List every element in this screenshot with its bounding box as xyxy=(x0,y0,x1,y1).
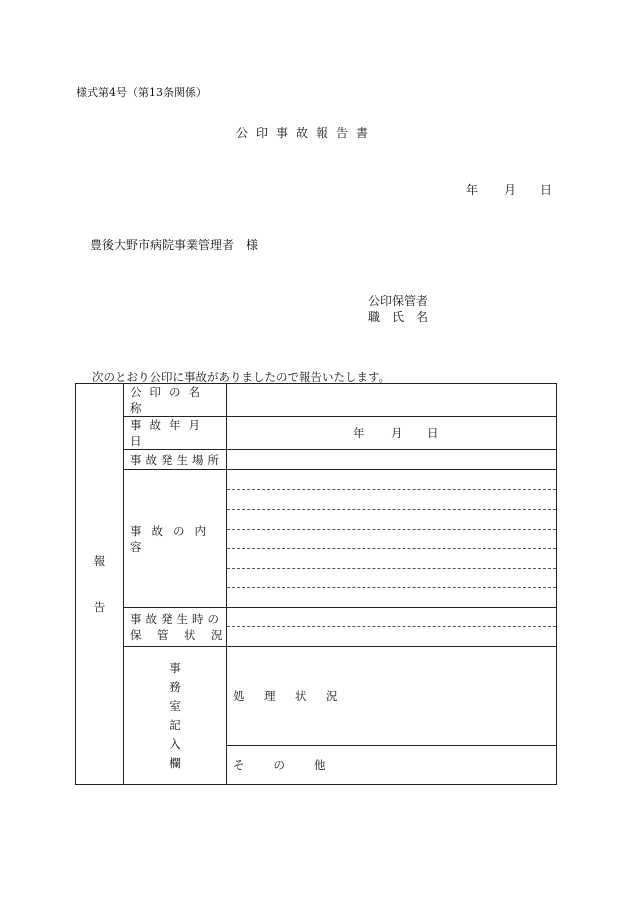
office-char-2: 務 xyxy=(169,679,181,694)
seal-name-label: 公印の名称 xyxy=(124,384,227,417)
date-month-label: 月 xyxy=(504,183,517,197)
ruled-line xyxy=(227,530,556,549)
storage-status-label-line2: 保 管 状 況 xyxy=(130,628,225,642)
office-char-5: 入 xyxy=(169,736,181,751)
reporter-title: 公印保管者 xyxy=(368,294,429,308)
accident-date-label: 事故年月日 xyxy=(124,417,227,450)
document-title: 公印事故報告書 xyxy=(236,126,377,140)
accident-date-day: 日 xyxy=(427,426,439,440)
accident-date-year: 年 xyxy=(353,426,365,440)
office-section-label xyxy=(124,647,227,785)
date-day-label: 日 xyxy=(540,183,553,197)
ruled-line xyxy=(227,490,556,510)
accident-content-label: 事故の内容 xyxy=(124,470,227,608)
accident-content-field[interactable] xyxy=(227,470,557,608)
office-char-6: 欄 xyxy=(169,755,181,770)
storage-status-field[interactable] xyxy=(227,608,557,647)
office-char-3: 室 xyxy=(169,698,181,713)
date-year-label: 年 xyxy=(466,183,479,197)
ruled-line xyxy=(227,549,556,569)
reporter-name-label: 職 氏 名 xyxy=(368,310,429,324)
office-char-4: 記 xyxy=(169,717,181,732)
form-number: 様式第4号（第13条関係） xyxy=(76,86,207,99)
office-char-1: 事 xyxy=(169,660,181,675)
seal-name-field[interactable] xyxy=(227,384,557,417)
other-label: そ の 他 xyxy=(227,746,557,785)
accident-date-field[interactable] xyxy=(227,417,557,450)
report-section-char-1: 報 xyxy=(93,554,106,568)
storage-status-label xyxy=(124,608,227,647)
ruled-line xyxy=(227,569,556,588)
report-form-table xyxy=(75,383,557,785)
intro-text: 次のとおり公印に事故がありましたので報告いたします。 xyxy=(92,370,391,384)
accident-place-label: 事故発生場所 xyxy=(124,450,227,470)
addressee: 豊後大野市病院事業管理者 様 xyxy=(90,238,259,252)
reporter-block xyxy=(368,293,428,325)
accident-place-field[interactable] xyxy=(227,450,557,470)
accident-date-month: 月 xyxy=(391,426,403,440)
storage-status-label-line1: 事故発生時の xyxy=(130,612,223,626)
ruled-line xyxy=(227,510,556,530)
handling-status-label: 処 理 状 況 xyxy=(227,647,557,746)
ruled-line xyxy=(227,470,556,490)
report-date xyxy=(466,181,552,198)
report-section-label xyxy=(76,384,124,785)
ruled-line xyxy=(227,608,556,627)
report-section-char-2: 告 xyxy=(93,600,106,614)
